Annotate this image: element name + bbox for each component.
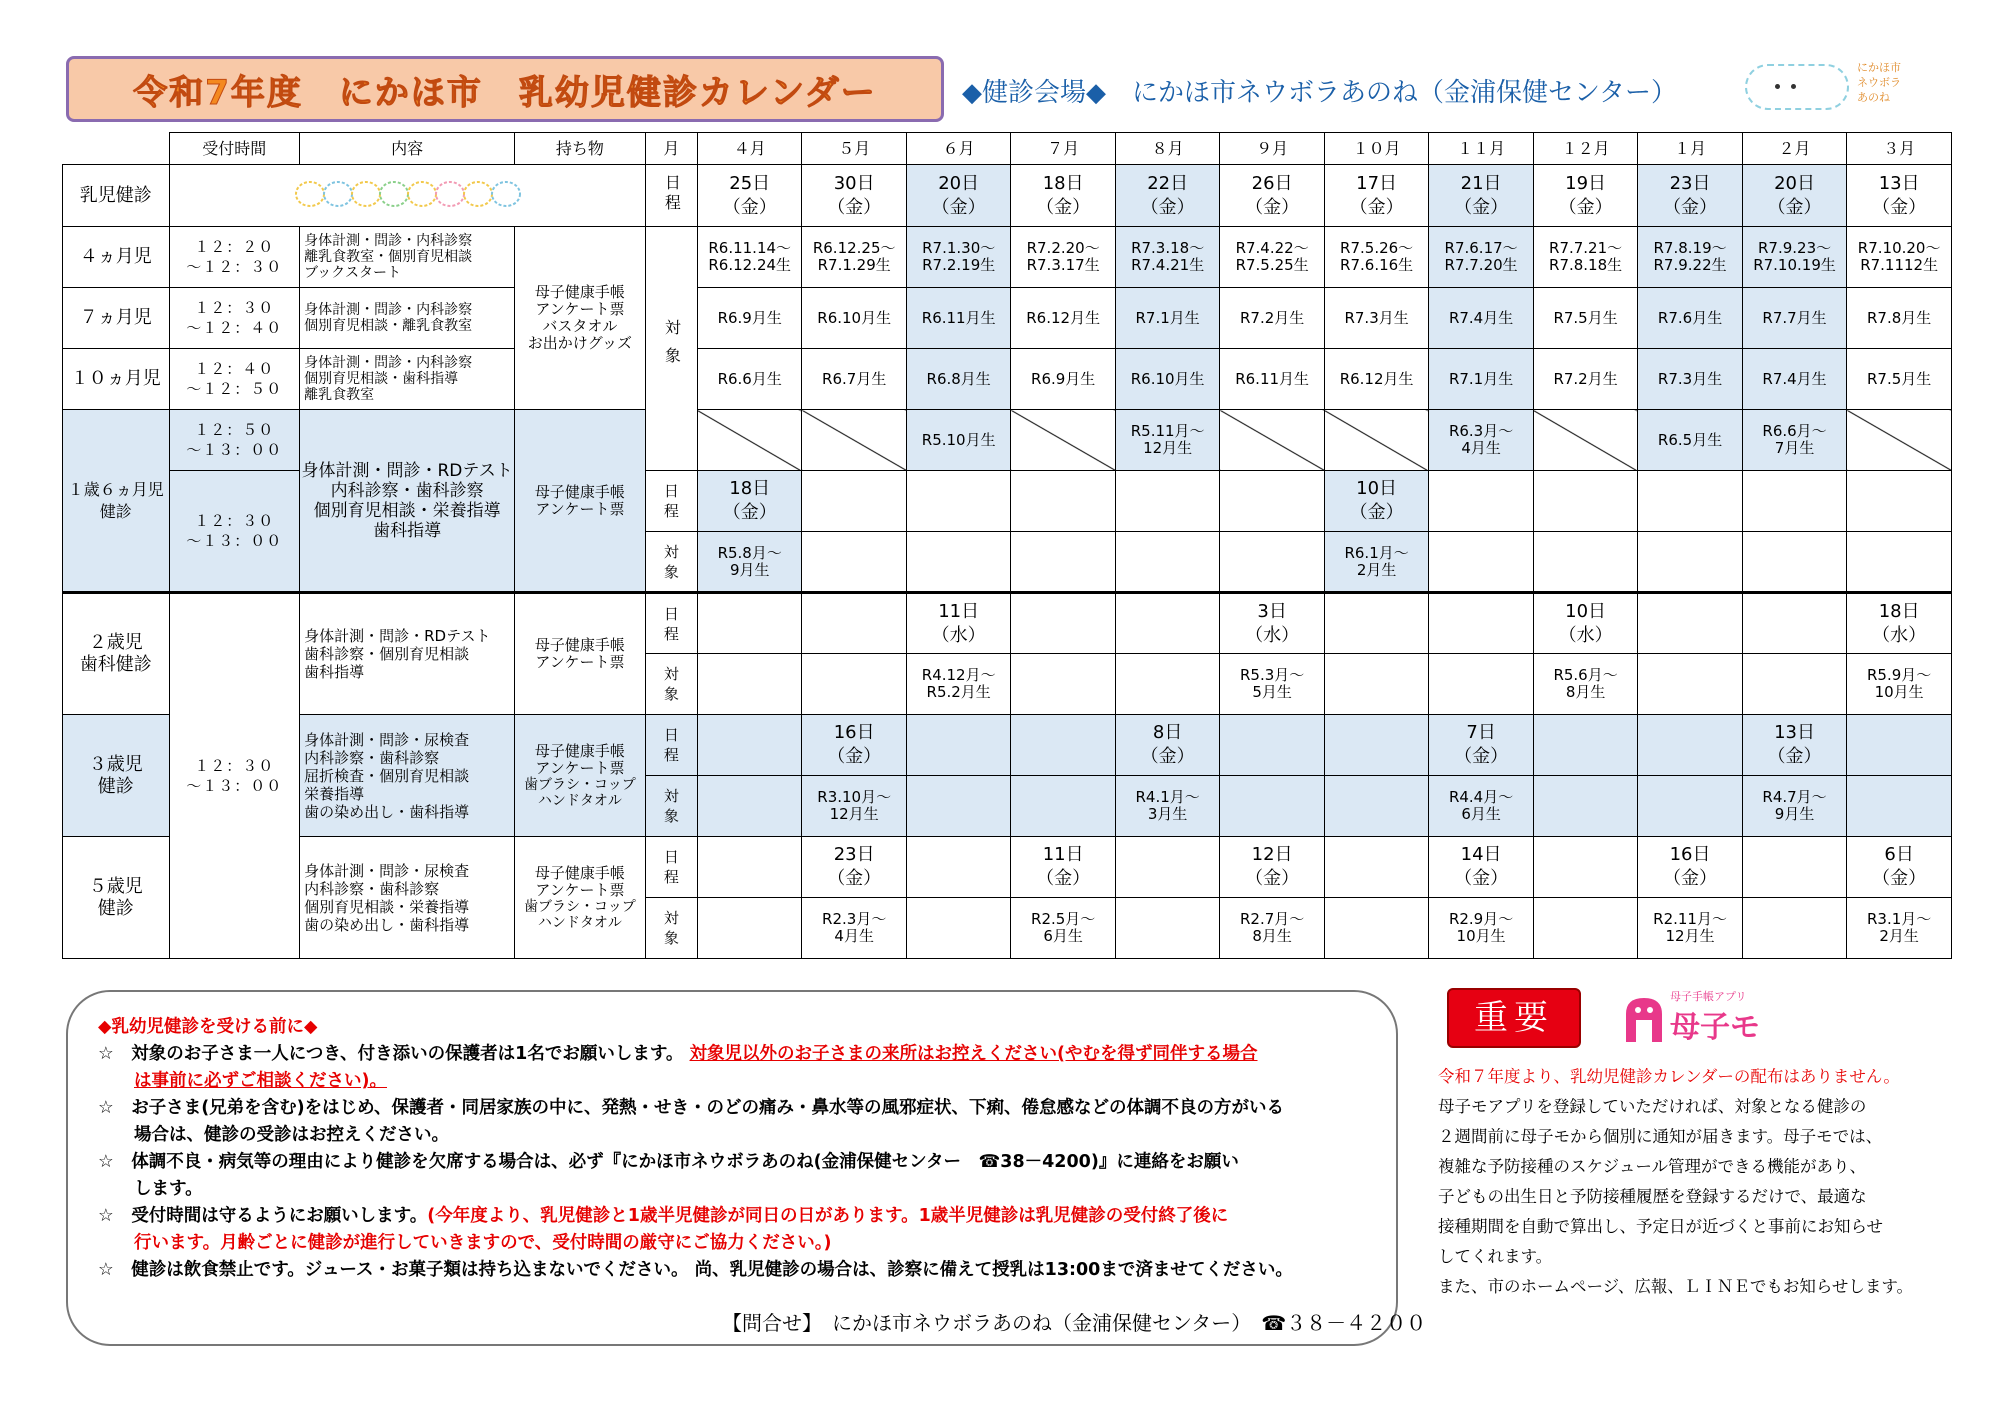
y2-target-cell bbox=[802, 654, 906, 715]
month-col-header: ６月 bbox=[906, 133, 1010, 165]
target-birth-range: R6.11.14～ R6.12.24生 bbox=[697, 227, 801, 288]
target-birth-range: R7.3.18～ R7.4.21生 bbox=[1115, 227, 1219, 288]
y5-target-cell: R2.11月～ 12月生 bbox=[1638, 898, 1742, 959]
y3-date-cell: 8日 （金） bbox=[1115, 715, 1219, 776]
y1h-content: 身体計測・問診・RDテスト 内科診察・歯科診察 個別育児相談・栄養指導 歯科指導 bbox=[300, 410, 515, 593]
infant-row-1 bbox=[63, 288, 1952, 349]
y5-target-cell: R3.1月～ 2月生 bbox=[1847, 898, 1952, 959]
target-birth-month: R7.1月生 bbox=[1115, 288, 1219, 349]
month-col-header: １０月 bbox=[1324, 133, 1428, 165]
target-birth-range: R6.12.25～ R7.1.29生 bbox=[802, 227, 906, 288]
y2-date-cell bbox=[1011, 593, 1115, 654]
y2-target-cell: R5.9月～ 10月生 bbox=[1847, 654, 1952, 715]
target-birth-range: R7.2.20～ R7.3.17生 bbox=[1011, 227, 1115, 288]
note-3: ☆ 体調不良・病気等の理由により健診を欠席する場合は、必ず『にかほ市ネウボラあのね(金浦保健センター ☎38－4200)』に連絡をお願い bbox=[98, 1152, 1239, 1172]
target-birth-month: R6.12月生 bbox=[1011, 288, 1115, 349]
y1h-belongings: 母子健康手帳 アンケート票 bbox=[515, 410, 646, 593]
y1h-target-cell bbox=[1220, 532, 1324, 593]
infant-date-cell: 21日 （金） bbox=[1429, 165, 1533, 227]
page-title: 令和7年度 にかほ市 乳幼児健診カレンダー bbox=[133, 72, 877, 113]
infant-date-cell: 22日 （金） bbox=[1115, 165, 1219, 227]
y1h-target-cell bbox=[1429, 532, 1533, 593]
not-applicable-cell bbox=[1847, 410, 1952, 471]
schedule-label: 日 程 bbox=[645, 471, 697, 532]
target-label: 対象 bbox=[645, 227, 697, 471]
infant-schedule-row bbox=[63, 165, 1952, 227]
penguin-icon bbox=[1622, 994, 1666, 1044]
target-birth-month: R7.6月生 bbox=[1638, 288, 1742, 349]
target-birth-range: R7.10.20～ R7.1112生 bbox=[1847, 227, 1952, 288]
checkup-content: 身体計測・問診・内科診察 個別育児相談・歯科指導 離乳食教室 bbox=[300, 349, 515, 410]
schedule-label: 日 程 bbox=[645, 837, 697, 898]
infant-row-2 bbox=[63, 349, 1952, 410]
target-birth-month: R7.5月生 bbox=[1847, 349, 1952, 410]
note-1: ☆ 対象のお子さま一人につき、付き添いの保護者は1名でお願いします。 対象児以外のお子さまの来所はお控えください(やむを得ず同伴する場合 bbox=[98, 1044, 1258, 1064]
reception-time: １２：３０ ～１２：４０ bbox=[169, 288, 300, 349]
y3-date-cell bbox=[697, 715, 801, 776]
y5-target-cell: R2.5月～ 6月生 bbox=[1011, 898, 1115, 959]
target-birth-month: R7.4月生 bbox=[1742, 349, 1846, 410]
y5-date-cell: 23日 （金） bbox=[802, 837, 906, 898]
content-header: 内容 bbox=[300, 133, 515, 165]
y2-date-cell bbox=[1324, 593, 1428, 654]
y1h-date-cell bbox=[1847, 471, 1952, 532]
target-birth-range: R7.8.19～ R7.9.22生 bbox=[1638, 227, 1742, 288]
y1h-date-cell bbox=[1742, 471, 1846, 532]
important-badge: 重要 bbox=[1447, 988, 1581, 1048]
y1h-target-cell bbox=[1847, 532, 1952, 593]
target-birth-month: R7.3月生 bbox=[1638, 349, 1742, 410]
reception-time-shared: １２：３０ ～１３：００ bbox=[169, 593, 300, 959]
venue-text: ◆健診会場◆ にかほ市ネウボラあのね（金浦保健センター） bbox=[962, 78, 1677, 108]
y2-date-cell: 3日 （水） bbox=[1220, 593, 1324, 654]
schedule-label: 日程 bbox=[645, 165, 697, 227]
y3-date-cell bbox=[1847, 715, 1952, 776]
y3-date-cell bbox=[1220, 715, 1324, 776]
target-birth-month: R6.12月生 bbox=[1324, 349, 1428, 410]
month-col-header: ４月 bbox=[697, 133, 801, 165]
y3-target-cell bbox=[906, 776, 1010, 837]
y2-content: 身体計測・問診・RDテスト 歯科診察・個別育児相談 歯科指導 bbox=[300, 593, 515, 715]
infant-mascot-strip bbox=[169, 165, 645, 227]
y5-date-cell bbox=[697, 837, 801, 898]
schedule-label: 日 程 bbox=[645, 593, 697, 654]
month-col-header: ２月 bbox=[1742, 133, 1846, 165]
infant-date-cell: 30日 （金） bbox=[802, 165, 906, 227]
target-birth-month: R7.5月生 bbox=[1533, 288, 1637, 349]
y5-date-cell: 16日 （金） bbox=[1638, 837, 1742, 898]
y5-checkup-label: ５歳児 健診 bbox=[63, 837, 170, 959]
note-2: ☆ お子さま(兄弟を含む)をはじめ、保護者・同居家族の中に、発熱・せき・のどの痛み・鼻水等の風邪症状、下痢、倦怠感などの体調不良の方がいる bbox=[98, 1098, 1284, 1118]
target-birth-month: R6.9月生 bbox=[697, 288, 801, 349]
reception-time: １２：５０ ～１３：００ bbox=[169, 410, 300, 471]
target-birth-range: R6.3月～ 4月生 bbox=[1429, 410, 1533, 471]
not-applicable-cell bbox=[1011, 410, 1115, 471]
target-birth-range: R7.5.26～ R7.6.16生 bbox=[1324, 227, 1428, 288]
y5-belongings: 母子健康手帳 アンケート票 歯ブラシ・コップ ハンドタオル bbox=[515, 837, 646, 959]
y3-target-cell bbox=[1011, 776, 1115, 837]
not-applicable-cell bbox=[1533, 410, 1637, 471]
checkup-content: 身体計測・問診・内科診察 個別育児相談・離乳食教室 bbox=[300, 288, 515, 349]
y1h-date-cell bbox=[1533, 471, 1637, 532]
y3-target-cell: R4.7月～ 9月生 bbox=[1742, 776, 1846, 837]
title-banner bbox=[66, 56, 944, 122]
y3-target-cell bbox=[1324, 776, 1428, 837]
y5-schedule-row bbox=[63, 837, 1952, 898]
y3-target-cell bbox=[1638, 776, 1742, 837]
inquiry-contact: 【問合せ】 にかほ市ネウボラあのね（金浦保健センター） ☎３８－４２００ bbox=[722, 1311, 1427, 1335]
y5-date-cell bbox=[906, 837, 1010, 898]
y2-date-cell: 10日 （水） bbox=[1533, 593, 1637, 654]
not-applicable-cell bbox=[1324, 410, 1428, 471]
target-birth-month: R7.2月生 bbox=[1220, 288, 1324, 349]
target-birth-range: R5.11月～ 12月生 bbox=[1115, 410, 1219, 471]
not-applicable-cell bbox=[802, 410, 906, 471]
y2-date-cell bbox=[1638, 593, 1742, 654]
y5-target-cell bbox=[1742, 898, 1846, 959]
y2-target-cell bbox=[1638, 654, 1742, 715]
y5-date-cell: 11日 （金） bbox=[1011, 837, 1115, 898]
y1h-date-cell bbox=[1220, 471, 1324, 532]
y2-date-cell bbox=[802, 593, 906, 654]
y3-content: 身体計測・問診・尿検査 内科診察・歯科診察 屈折検査・個別育児相談 栄養指導 歯の染め出し・歯科指導 bbox=[300, 715, 515, 837]
y2-target-cell: R4.12月～ R5.2月生 bbox=[906, 654, 1010, 715]
reception-time: １２：３０ ～１３：００ bbox=[169, 471, 300, 593]
y1h-target-cell bbox=[1011, 532, 1115, 593]
y2-target-cell: R5.3月～ 5月生 bbox=[1220, 654, 1324, 715]
checkup-calendar-table bbox=[62, 132, 1952, 959]
y3-date-cell bbox=[1324, 715, 1428, 776]
target-birth-month: R7.8月生 bbox=[1847, 288, 1952, 349]
y2-target-cell bbox=[1115, 654, 1219, 715]
y2-checkup-label: ２歳児 歯科健診 bbox=[63, 593, 170, 715]
y1h-target-cell bbox=[1638, 532, 1742, 593]
y1h-date-cell bbox=[1011, 471, 1115, 532]
target-birth-range: R7.7.21～ R7.8.18生 bbox=[1533, 227, 1637, 288]
y2-date-cell bbox=[1115, 593, 1219, 654]
target-birth-range: R7.6.17～ R7.7.20生 bbox=[1429, 227, 1533, 288]
reception-header: 受付時間 bbox=[169, 133, 300, 165]
target-birth-range: R6.5月生 bbox=[1638, 410, 1742, 471]
y2-target-cell bbox=[1429, 654, 1533, 715]
y5-target-cell bbox=[697, 898, 801, 959]
logo-bubble-icon bbox=[1745, 64, 1849, 110]
y1h-target-cell: R5.8月～ 9月生 bbox=[697, 532, 801, 593]
month-col-header: ９月 bbox=[1220, 133, 1324, 165]
y1h-date-cell bbox=[802, 471, 906, 532]
y3-belongings: 母子健康手帳 アンケート票 歯ブラシ・コップ ハンドタオル bbox=[515, 715, 646, 837]
infant-date-cell: 19日 （金） bbox=[1533, 165, 1637, 227]
y3-target-cell bbox=[1847, 776, 1952, 837]
y5-target-cell bbox=[906, 898, 1010, 959]
y5-content: 身体計測・問診・尿検査 内科診察・歯科診察 個別育児相談・栄養指導 歯の染め出し・歯科指導 bbox=[300, 837, 515, 959]
y5-target-cell bbox=[1533, 898, 1637, 959]
y2-target-cell: R5.6月～ 8月生 bbox=[1533, 654, 1637, 715]
infant-date-cell: 13日 （金） bbox=[1847, 165, 1952, 227]
y3-target-cell: R4.1月～ 3月生 bbox=[1115, 776, 1219, 837]
target-birth-range: R7.4.22～ R7.5.25生 bbox=[1220, 227, 1324, 288]
y2-date-cell bbox=[1742, 593, 1846, 654]
y1h-date-cell: 18日 （金） bbox=[697, 471, 801, 532]
header-row bbox=[63, 133, 1952, 165]
y1h-target-cell: R6.1月～ 2月生 bbox=[1324, 532, 1428, 593]
target-birth-range: R5.10月生 bbox=[906, 410, 1010, 471]
y3-date-cell: 16日 （金） bbox=[802, 715, 906, 776]
y3-schedule-row bbox=[63, 715, 1952, 776]
target-birth-month: R6.10月生 bbox=[802, 288, 906, 349]
target-label: 対 象 bbox=[645, 776, 697, 837]
target-label: 対 象 bbox=[645, 898, 697, 959]
infant-date-cell: 26日 （金） bbox=[1220, 165, 1324, 227]
infant-row-0 bbox=[63, 227, 1952, 288]
y3-target-cell bbox=[1220, 776, 1324, 837]
target-birth-month: R7.4月生 bbox=[1429, 288, 1533, 349]
month-header: 月 bbox=[645, 133, 697, 165]
infant-date-cell: 18日 （金） bbox=[1011, 165, 1115, 227]
target-birth-range: R6.6月～ 7月生 bbox=[1742, 410, 1846, 471]
boshimo-app-logo: 母子手帳アプリ 母子モ bbox=[1622, 988, 1802, 1048]
y1h-checkup-label: １歳６ヵ月児 健診 bbox=[63, 410, 170, 593]
y3-date-cell bbox=[1011, 715, 1115, 776]
y1h-extra-row bbox=[63, 410, 1952, 471]
y3-target-cell bbox=[697, 776, 801, 837]
y3-date-cell bbox=[906, 715, 1010, 776]
month-col-header: １２月 bbox=[1533, 133, 1637, 165]
target-birth-range: R7.1.30～ R7.2.19生 bbox=[906, 227, 1010, 288]
month-col-header: ８月 bbox=[1115, 133, 1219, 165]
y1h-target-cell bbox=[906, 532, 1010, 593]
y5-target-cell: R2.7月～ 8月生 bbox=[1220, 898, 1324, 959]
y1h-date-cell bbox=[1115, 471, 1219, 532]
y1h-date-cell bbox=[906, 471, 1010, 532]
target-birth-month: R6.10月生 bbox=[1115, 349, 1219, 410]
target-birth-month: R7.7月生 bbox=[1742, 288, 1846, 349]
y5-target-cell: R2.3月～ 4月生 bbox=[802, 898, 906, 959]
y1h-target-cell bbox=[802, 532, 906, 593]
age-group-label: ７ヵ月児 bbox=[63, 288, 170, 349]
month-col-header: ５月 bbox=[802, 133, 906, 165]
target-birth-month: R7.3月生 bbox=[1324, 288, 1428, 349]
y3-date-cell bbox=[1533, 715, 1637, 776]
app-name: 母子モ bbox=[1670, 1010, 1760, 1045]
y5-date-cell bbox=[1115, 837, 1219, 898]
precautions-box: ◆乳幼児健診を受ける前に◆ ☆ 対象のお子さま一人につき、付き添いの保護者は1名でお願いします。 対象児以外のお子さまの来所はお控えください(やむを得ず同伴する場合 は事前に必ずご相談ください)。 ☆ お子さま(兄弟を含む)をはじめ、保護者・同居家族の中に、発熱・せき・のどの痛み・鼻水等の風邪症状、下痢、倦怠感などの体調不良の方がいる 場合は、健診の受診はお控えください。 ☆ 体調不良・病気等の理由により健診を欠席する場合は、必ず『にかほ市ネウボラあのね(金浦保健センター ☎38－4200)』に連絡をお願い します。 ☆ 受付時間は守るようにお願いします。(今年度より、乳児健診と1歳半児健診が同日の日があります。1歳半児健診は乳児健診の受付終了後に 行います。月齢ごとに健診が進行していきますので、受付時間の厳守にご協力ください。) ☆ 健診は飲食禁止です。ジュース・お菓子類は持ち込まないでください。 尚、乳児健診の場合は、診察に備えて授乳は13:00まで済ませてください。 【問合せ】 にかほ市ネウボラあのね（金浦保健センター） ☎３８－４２００ bbox=[66, 990, 1398, 1346]
not-applicable-cell bbox=[697, 410, 801, 471]
month-col-header: １月 bbox=[1638, 133, 1742, 165]
target-birth-month: R6.6月生 bbox=[697, 349, 801, 410]
checkup-content: 身体計測・問診・内科診察 離乳食教室・個別育児相談 ブックスタート bbox=[300, 227, 515, 288]
target-birth-month: R6.11月生 bbox=[1220, 349, 1324, 410]
month-col-header: ７月 bbox=[1011, 133, 1115, 165]
age-group-label: １０ヵ月児 bbox=[63, 349, 170, 410]
y3-target-cell: R3.10月～ 12月生 bbox=[802, 776, 906, 837]
target-birth-month: R6.8月生 bbox=[906, 349, 1010, 410]
month-col-header: １１月 bbox=[1429, 133, 1533, 165]
y3-date-cell: 13日 （金） bbox=[1742, 715, 1846, 776]
y5-date-cell: 6日 （金） bbox=[1847, 837, 1952, 898]
target-label: 対 象 bbox=[645, 532, 697, 593]
age-group-label: ４ヵ月児 bbox=[63, 227, 170, 288]
schedule-label: 日 程 bbox=[645, 715, 697, 776]
y2-target-cell bbox=[1742, 654, 1846, 715]
y3-checkup-label: ３歳児 健診 bbox=[63, 715, 170, 837]
month-col-header: ３月 bbox=[1847, 133, 1952, 165]
infant-date-cell: 20日 （金） bbox=[906, 165, 1010, 227]
reception-time: １２：２０ ～１２：３０ bbox=[169, 227, 300, 288]
note-5: ☆ 健診は飲食禁止です。ジュース・お菓子類は持ち込まないでください。 尚、乳児健診の場合は、診察に備えて授乳は13:00まで済ませてください。 bbox=[98, 1260, 1293, 1280]
target-birth-range: R7.9.23～ R7.10.19生 bbox=[1742, 227, 1846, 288]
belongings-header: 持ち物 bbox=[515, 133, 646, 165]
y3-target-cell bbox=[1533, 776, 1637, 837]
y1h-target-cell bbox=[1115, 532, 1219, 593]
infant-belongings: 母子健康手帳 アンケート票 バスタオル お出かけグッズ bbox=[515, 227, 646, 410]
y1h-date-cell bbox=[1638, 471, 1742, 532]
infant-date-cell: 23日 （金） bbox=[1638, 165, 1742, 227]
target-birth-month: R7.1月生 bbox=[1429, 349, 1533, 410]
y2-date-cell: 11日 （水） bbox=[906, 593, 1010, 654]
y2-schedule-row bbox=[63, 593, 1952, 654]
neuvola-anone-logo bbox=[1745, 56, 1905, 116]
y5-date-cell bbox=[1742, 837, 1846, 898]
infant-date-cell: 25日 （金） bbox=[697, 165, 801, 227]
y2-target-cell bbox=[1324, 654, 1428, 715]
y5-target-cell bbox=[1115, 898, 1219, 959]
infant-date-cell: 17日 （金） bbox=[1324, 165, 1428, 227]
notes-heading: ◆乳幼児健診を受ける前に◆ bbox=[98, 1017, 318, 1037]
y2-date-cell bbox=[697, 593, 801, 654]
y5-date-cell: 14日 （金） bbox=[1429, 837, 1533, 898]
y5-date-cell: 12日 （金） bbox=[1220, 837, 1324, 898]
target-birth-month: R6.11月生 bbox=[906, 288, 1010, 349]
y2-date-cell bbox=[1429, 593, 1533, 654]
app-info-text: 令和７年度より、乳幼児健診カレンダーの配布はありません。 母子モアプリを登録していただければ、対象となる健診の ２週間前に母子モから個別に通知が届きます。母子モでは、 複雑な予防接種のスケジュール管理ができる機能があり、 子どもの出生日と予防接種履歴を登録するだけで、最適な 接種期間を自動で算出し、予定日が近づくと事前にお知らせ してくれます。 また、市のホームページ、広報、ＬＩＮＥでもお知らせします。 bbox=[1438, 1067, 1914, 1296]
note-4: ☆ 受付時間は守るようにお願いします。(今年度より、乳児健診と1歳半児健診が同日の日があります。1歳半児健診は乳児健診の受付終了後に bbox=[98, 1206, 1229, 1226]
y3-date-cell: 7日 （金） bbox=[1429, 715, 1533, 776]
infant-date-cell: 20日 （金） bbox=[1742, 165, 1846, 227]
y5-target-cell bbox=[1324, 898, 1428, 959]
y2-belongings: 母子健康手帳 アンケート票 bbox=[515, 593, 646, 715]
target-birth-month: R6.9月生 bbox=[1011, 349, 1115, 410]
y3-target-cell: R4.4月～ 6月生 bbox=[1429, 776, 1533, 837]
y2-target-cell bbox=[697, 654, 801, 715]
y2-date-cell: 18日 （水） bbox=[1847, 593, 1952, 654]
infant-checkup-label: 乳児健診 bbox=[63, 165, 170, 227]
y5-target-cell: R2.9月～ 10月生 bbox=[1429, 898, 1533, 959]
y3-date-cell bbox=[1638, 715, 1742, 776]
logo-text: にかほ市 ネウボラ あのね bbox=[1857, 61, 1901, 104]
not-applicable-cell bbox=[1220, 410, 1324, 471]
target-birth-month: R7.2月生 bbox=[1533, 349, 1637, 410]
target-birth-month: R6.7月生 bbox=[802, 349, 906, 410]
y1h-date-cell bbox=[1429, 471, 1533, 532]
y1h-target-cell bbox=[1742, 532, 1846, 593]
y2-target-cell bbox=[1011, 654, 1115, 715]
reception-time: １２：４０ ～１２：５０ bbox=[169, 349, 300, 410]
y1h-target-cell bbox=[1533, 532, 1637, 593]
y5-date-cell bbox=[1533, 837, 1637, 898]
y5-date-cell bbox=[1324, 837, 1428, 898]
target-label: 対 象 bbox=[645, 654, 697, 715]
y1h-date-cell: 10日 （金） bbox=[1324, 471, 1428, 532]
